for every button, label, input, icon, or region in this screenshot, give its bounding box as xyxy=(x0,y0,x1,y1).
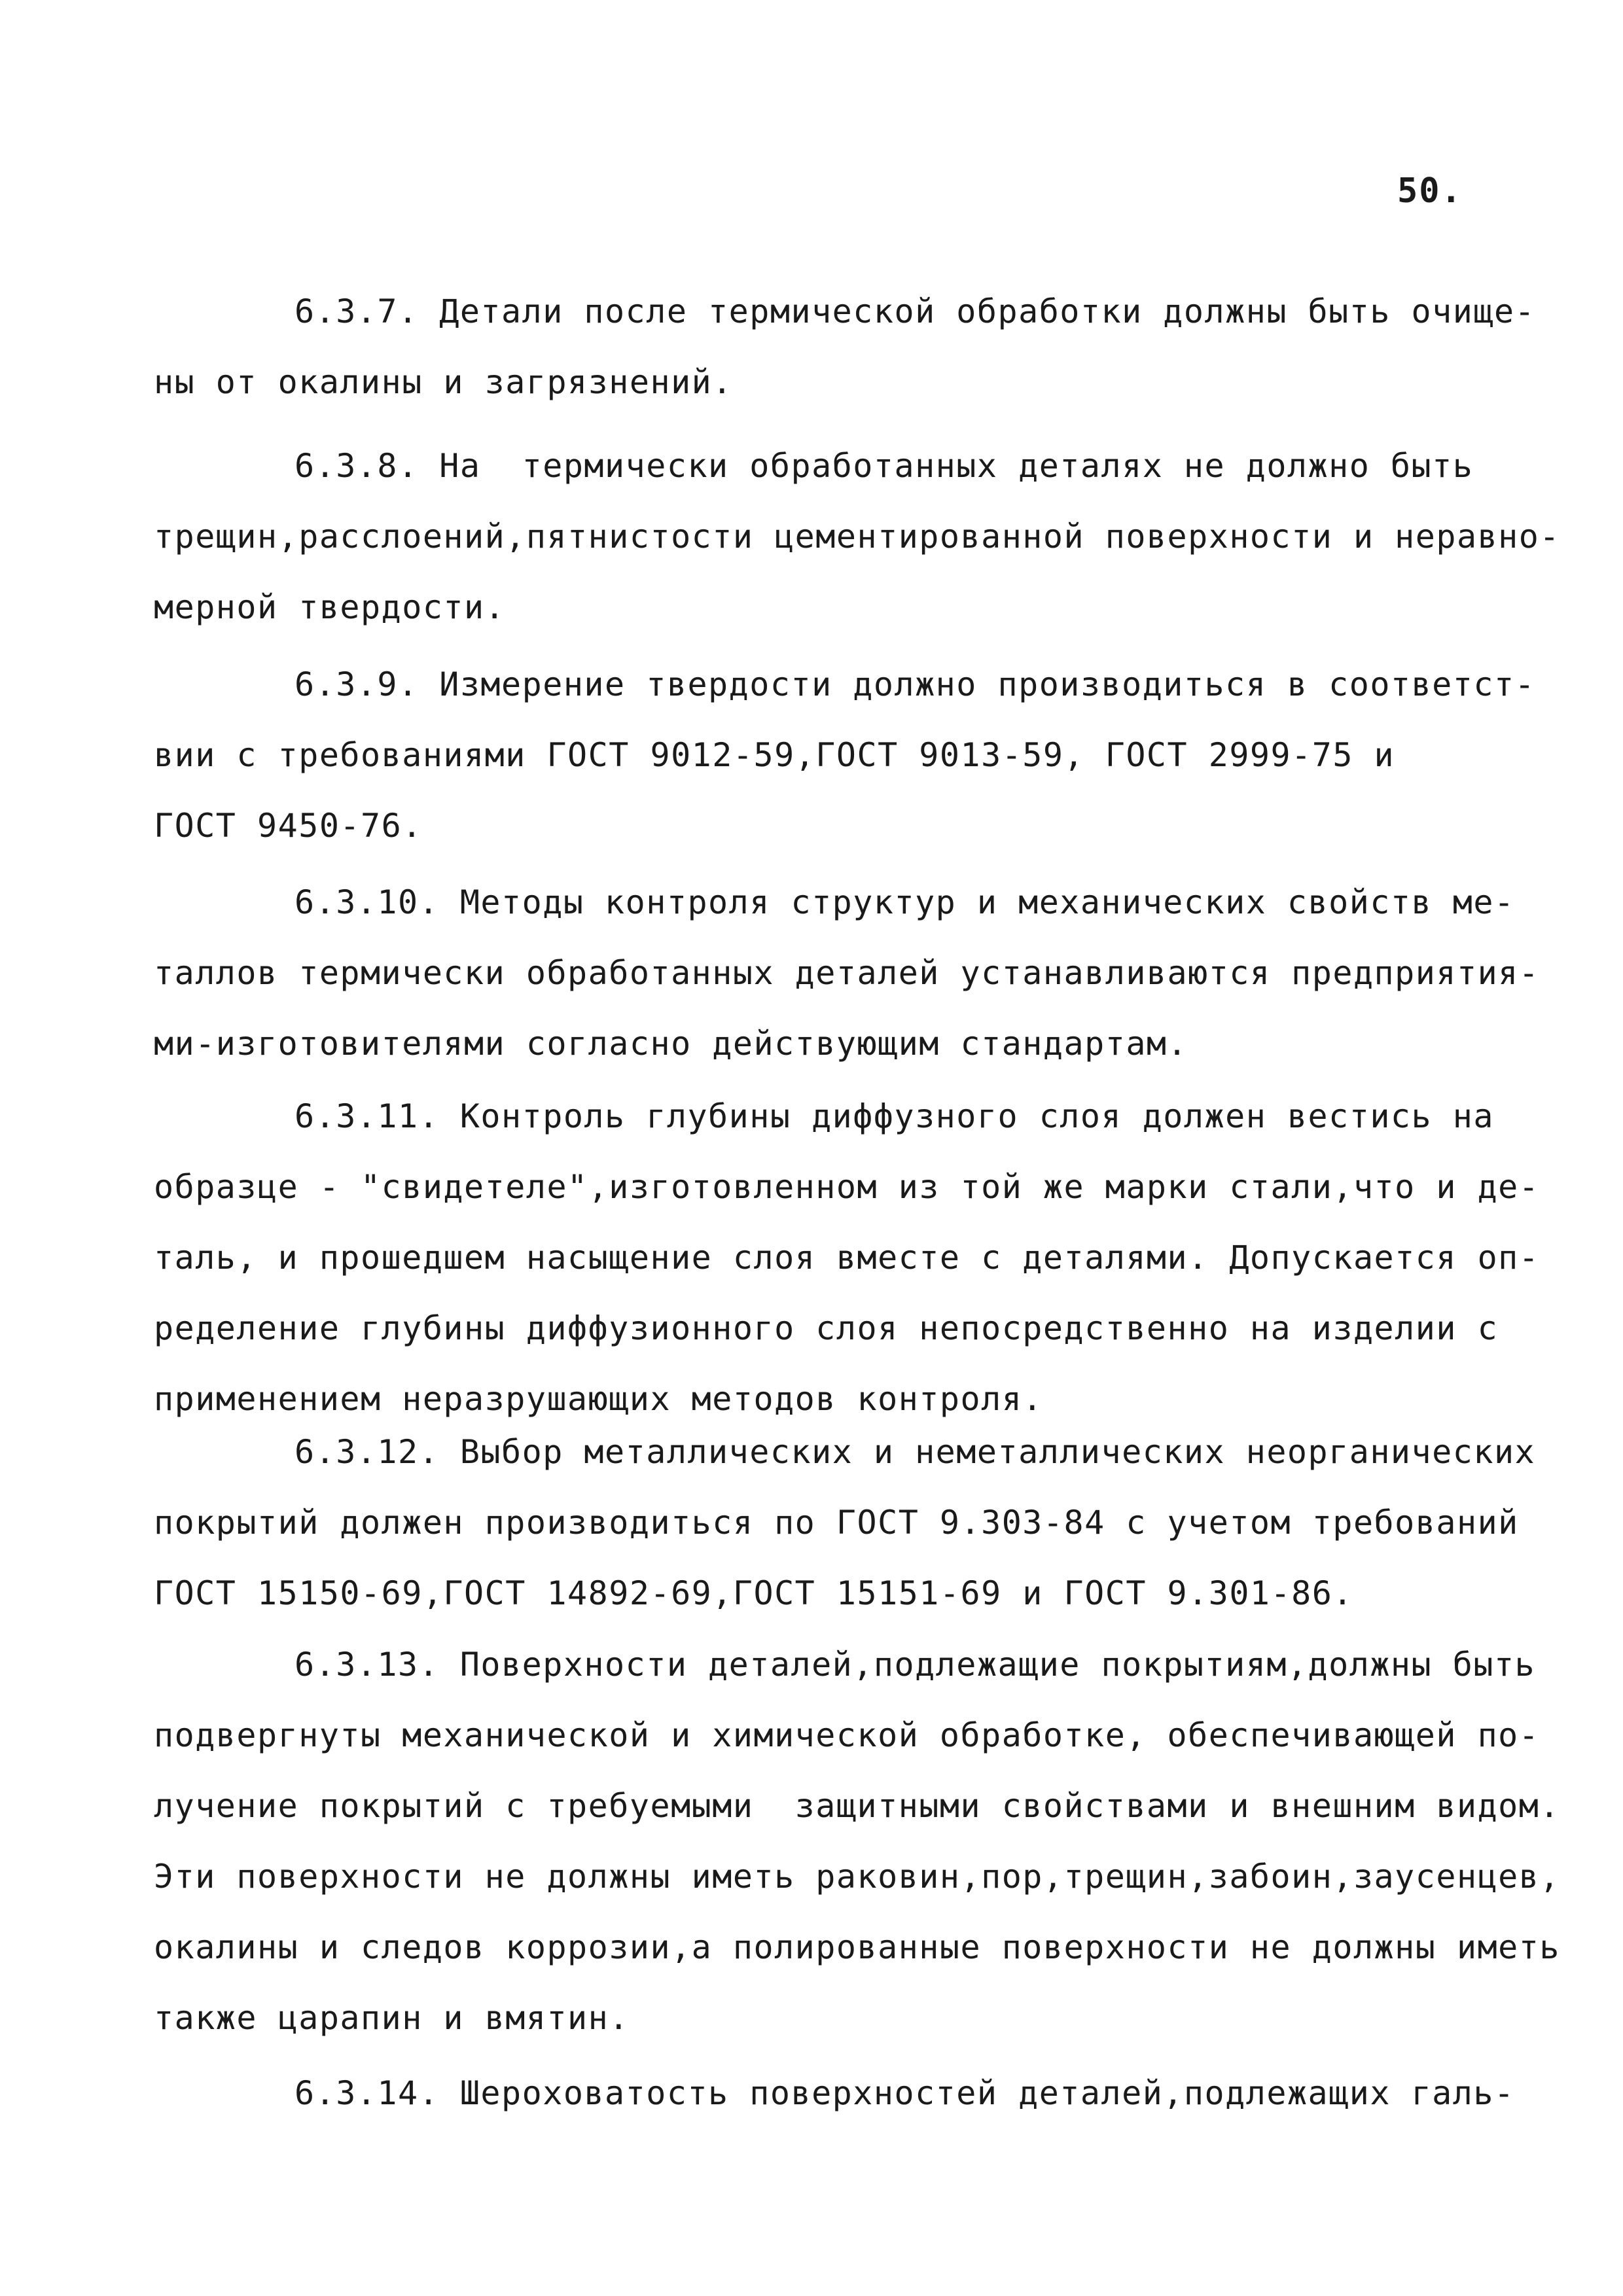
paragraph-6-3-7 xyxy=(154,276,1536,417)
text-line: ГОСТ 15150-69,ГОСТ 14892-69,ГОСТ 15151-69 и ГОСТ 9.301-86. xyxy=(154,1574,1353,1612)
text-line: 6.3.14. Шероховатость поверхностей деталей,подлежащих галь- xyxy=(294,2074,1515,2112)
text-line: ми-изготовителями согласно действующим стандартам. xyxy=(154,1025,1188,1063)
text-line: также царапин и вмятин. xyxy=(154,1999,630,2037)
text-line: ределение глубины диффузионного слоя непосредственно на изделии с xyxy=(154,1309,1499,1347)
text-line: таллов термически обработанных деталей устанавливаются предприятия- xyxy=(154,954,1540,992)
paragraph-6-3-9 xyxy=(154,649,1536,861)
paragraph-6-3-12 xyxy=(154,1417,1536,1629)
paragraph-6-3-8 xyxy=(154,431,1560,643)
text-line: 6.3.11. Контроль глубины диффузного слоя должен вестись на xyxy=(294,1097,1494,1135)
text-line: применением неразрушающих методов контроля. xyxy=(154,1380,1043,1418)
text-line: 6.3.9. Измерение твердости должно производиться в соответст- xyxy=(294,665,1536,703)
paragraph-6-3-11 xyxy=(154,1081,1540,1434)
text-line: окалины и следов коррозии,а полированные поверхности не должны иметь xyxy=(154,1928,1560,1966)
text-line: покрытий должен производиться по ГОСТ 9.303-84 с учетом требований xyxy=(154,1504,1519,1542)
text-line: ны от окалины и загрязнений. xyxy=(154,363,733,401)
text-line: ГОСТ 9450-76. xyxy=(154,807,423,845)
paragraph-6-3-14 xyxy=(154,2058,1515,2128)
text-line: трещин,расслоений,пятнистости цементированной поверхности и неравно- xyxy=(154,518,1560,556)
paragraph-6-3-13 xyxy=(154,1629,1560,2053)
text-line: таль, и прошедшем насыщение слоя вместе с деталями. Допускается оп- xyxy=(154,1239,1540,1277)
text-line: вии с требованиями ГОСТ 9012-59,ГОСТ 9013-59, ГОСТ 2999-75 и xyxy=(154,736,1395,774)
text-line: 6.3.10. Методы контроля структур и механических свойств ме- xyxy=(294,883,1515,921)
text-line: Эти поверхности не должны иметь раковин,пор,трещин,забоин,заусенцев, xyxy=(154,1858,1560,1896)
text-line: 6.3.8. На термически обработанных деталях не должно быть xyxy=(294,447,1474,485)
text-line: 6.3.7. Детали после термической обработки должны быть очище- xyxy=(294,292,1536,330)
text-line: 6.3.12. Выбор металлических и неметаллических неорганических xyxy=(294,1433,1536,1471)
text-line: 6.3.13. Поверхности деталей,подлежащие покрытиям,должны быть xyxy=(294,1646,1536,1684)
paragraph-6-3-10 xyxy=(154,867,1540,1079)
text-line: подвергнуты механической и химической обработке, обеспечивающей по- xyxy=(154,1716,1540,1754)
page-number: 50. xyxy=(1397,171,1463,211)
text-line: образце - "свидетеле",изготовленном из той же марки стали,что и де- xyxy=(154,1168,1540,1206)
text-line: лучение покрытий с требуемыми защитными свойствами и внешним видом. xyxy=(154,1787,1560,1825)
text-line: мерной твердости. xyxy=(154,588,506,626)
